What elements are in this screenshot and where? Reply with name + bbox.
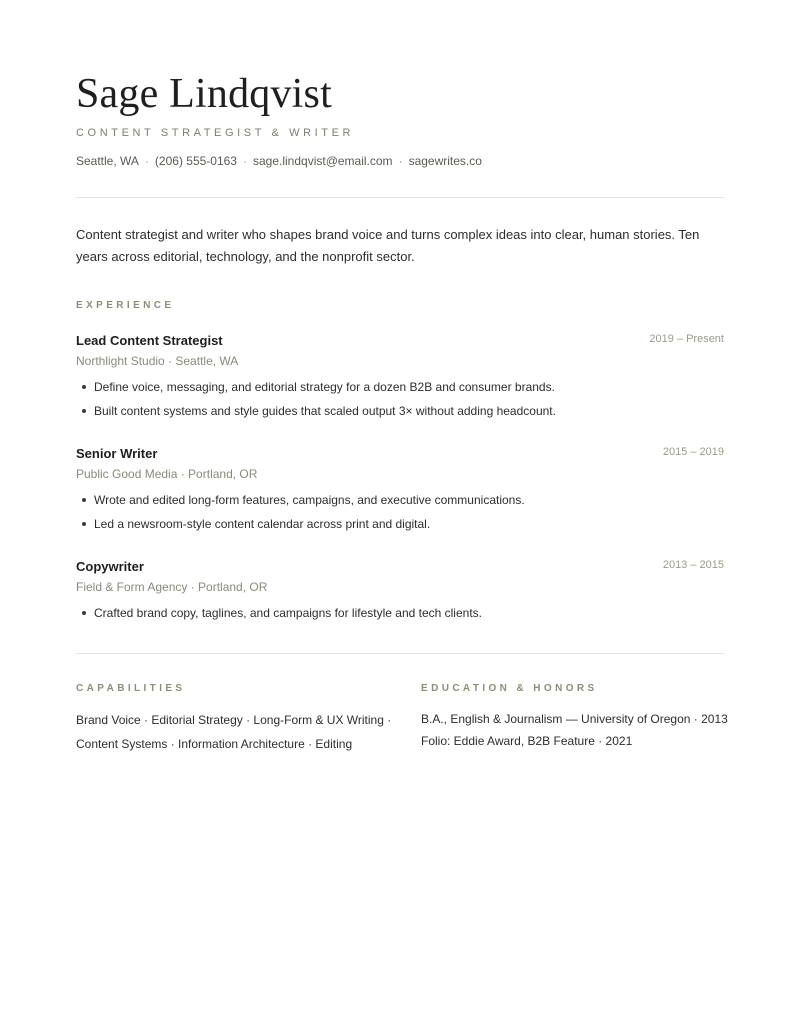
bullet-dot-icon — [82, 385, 86, 389]
education-line: B.A., English & Journalism — University of Oregon · 2013 — [421, 712, 728, 726]
job-bullet — [76, 512, 525, 536]
job-organization: Public Good Media · Portland, OR — [76, 467, 258, 481]
job-dates: 2013 – 2015 — [662, 559, 724, 571]
job-organization: Northlight Studio · Seattle, WA — [76, 354, 239, 368]
job-dates: 2019 – Present — [649, 333, 724, 345]
contact-location: Seattle, WA — [76, 154, 139, 168]
header-divider — [76, 197, 724, 198]
contact-separator: · — [144, 154, 149, 168]
job-bullet-text: Crafted brand copy, taglines, and campaigns for lifestyle and tech clients. — [94, 606, 482, 620]
job-bullet-text: Built content systems and style guides that scaled output 3× without adding headcount. — [94, 404, 556, 418]
bullet-dot-icon — [82, 409, 86, 413]
capabilities-heading: CAPABILITIES — [76, 683, 186, 694]
job-bullet-text: Wrote and edited long-form features, campaigns, and executive communications. — [94, 493, 525, 507]
job-bullet — [76, 601, 482, 625]
capabilities-list — [76, 708, 406, 756]
capabilities-line: Content Systems · Information Architecture · Editing — [76, 737, 353, 751]
job-bullet-text: Led a newsroom-style content calendar across print and digital. — [94, 517, 431, 531]
job-bullet — [76, 399, 556, 423]
contact-separator: · — [398, 154, 403, 168]
job-bullets — [76, 601, 482, 625]
section-divider — [76, 653, 724, 654]
bullet-dot-icon — [82, 522, 86, 526]
job-bullets — [76, 488, 525, 536]
summary-text: Content strategist and writer who shapes brand voice and turns complex ideas into clear, human stories. Ten years across editorial, technology, and the nonprofit sector. — [76, 227, 700, 264]
bullet-dot-icon — [82, 611, 86, 615]
job-dates: 2015 – 2019 — [662, 446, 724, 458]
bullet-dot-icon — [82, 498, 86, 502]
contact-email[interactable]: sage.lindqvist@email.com — [252, 154, 393, 168]
job-title: Senior Writer — [76, 446, 158, 461]
contact-website[interactable]: sagewrites.co — [408, 154, 482, 168]
job-organization: Field & Form Agency · Portland, OR — [76, 580, 268, 594]
candidate-name: Sage Lindqvist — [76, 71, 332, 117]
contact-separator: · — [242, 154, 247, 168]
contact-phone: (206) 555-0163 — [154, 154, 237, 168]
job-title: Lead Content Strategist — [76, 333, 223, 348]
education-line: Folio: Eddie Award, B2B Feature · 2021 — [421, 734, 633, 748]
education-heading: EDUCATION & HONORS — [421, 683, 598, 694]
job-bullet — [76, 488, 525, 512]
experience-heading: EXPERIENCE — [76, 300, 175, 311]
education-list — [421, 708, 728, 752]
capabilities-line: Brand Voice · Editorial Strategy · Long-Form & UX Writing · — [76, 713, 392, 727]
job-bullets — [76, 375, 556, 423]
candidate-title: CONTENT STRATEGIST & WRITER — [76, 127, 355, 139]
job-bullet-text: Define voice, messaging, and editorial strategy for a dozen B2B and consumer brands. — [94, 380, 555, 394]
contact-line — [76, 154, 482, 168]
job-bullet — [76, 375, 556, 399]
job-title: Copywriter — [76, 559, 144, 574]
